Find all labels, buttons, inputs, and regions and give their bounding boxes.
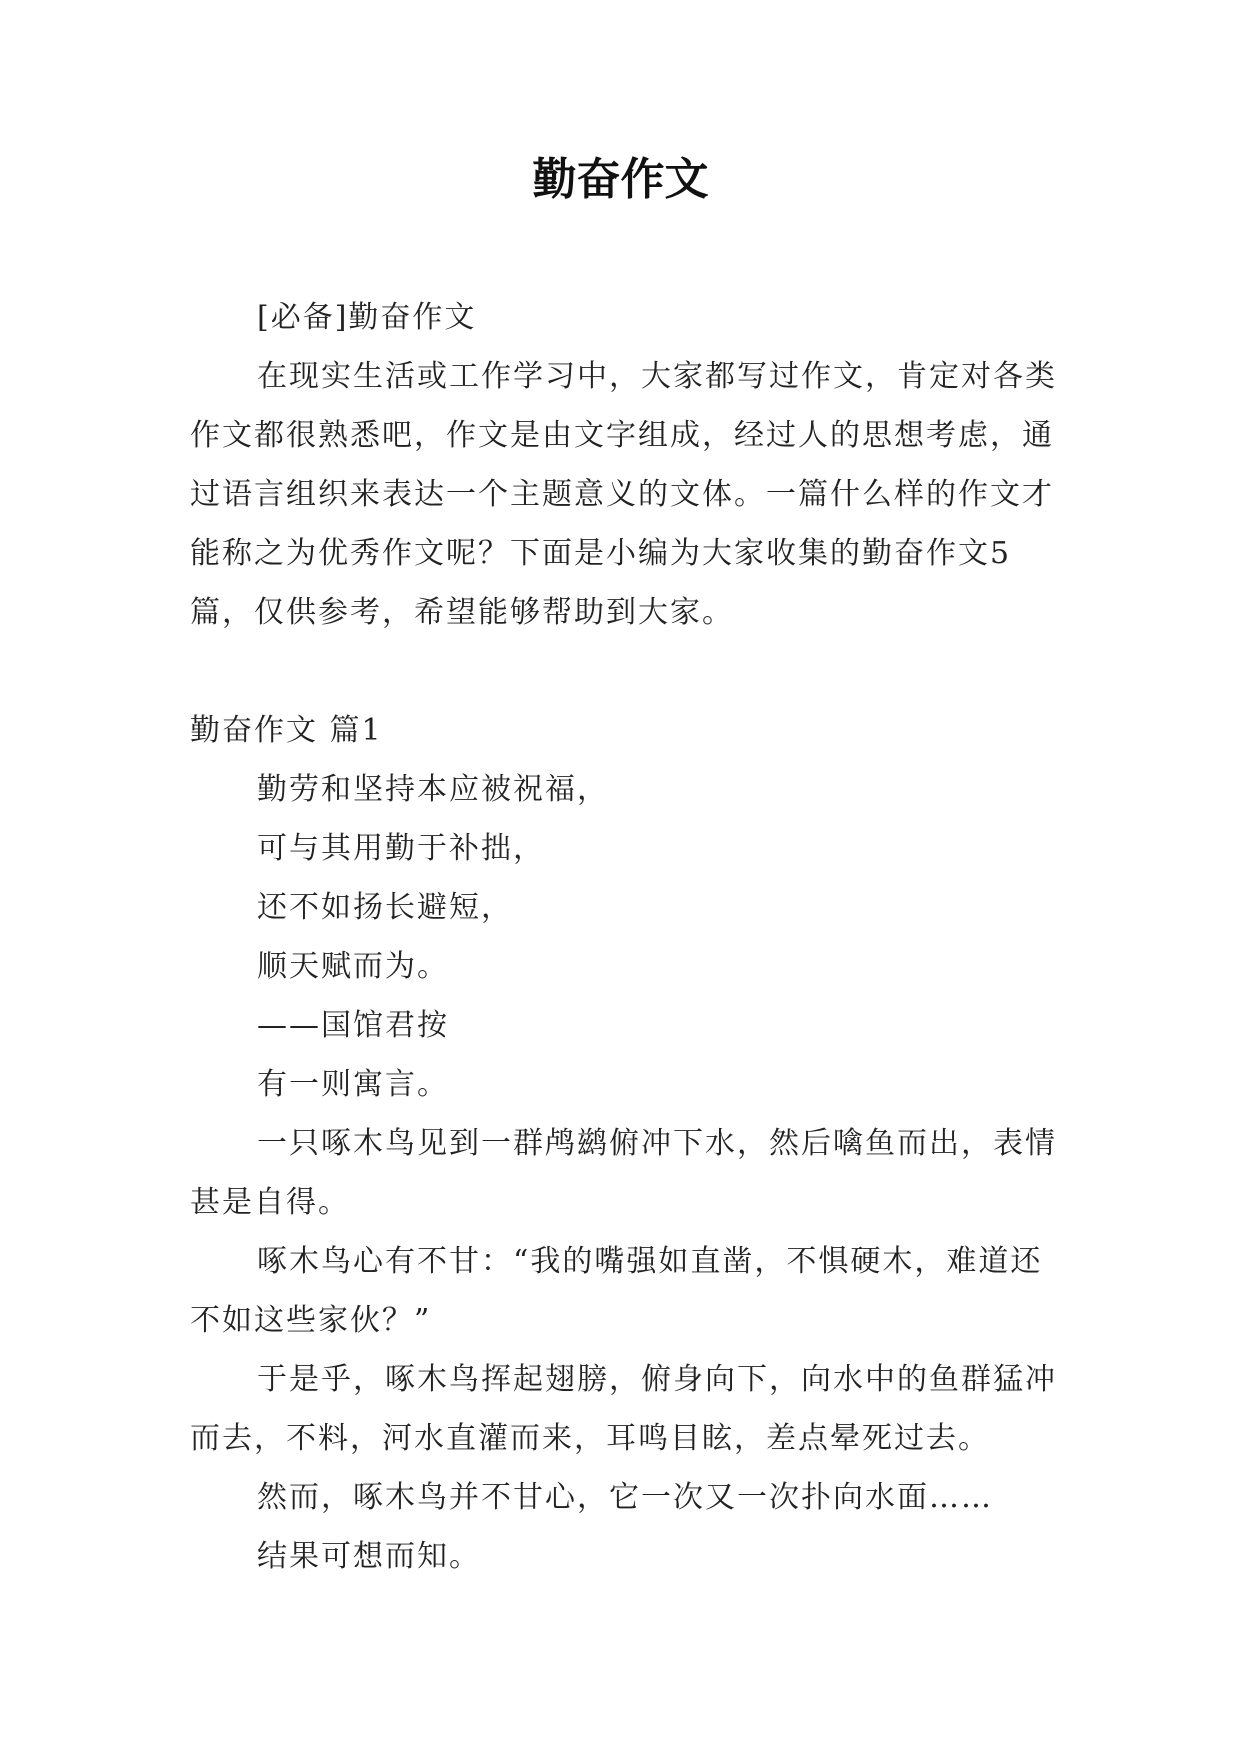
paragraph: 一只啄木鸟见到一群鸬鹚俯冲下水，然后噙鱼而出，表情甚是自得。 [190, 1126, 1057, 1220]
paragraph: 还不如扬长避短， [257, 890, 513, 925]
paragraph: 结果可想而知。 [257, 1539, 481, 1574]
document-body [190, 288, 1070, 1586]
section-heading: 勤奋作文 篇1 [190, 713, 383, 748]
paragraph: 于是乎，啄木鸟挥起翅膀，俯身向下，向水中的鱼群猛冲而去，不料，河水直灌而来，耳鸣目眩，差点晕死过去。 [190, 1362, 1057, 1456]
paragraph: ——国馆君按 [257, 1008, 449, 1043]
document-title: 勤奋作文 [532, 154, 709, 205]
paragraph: 有一则寓言。 [257, 1067, 449, 1102]
paragraph: 可与其用勤于补拙， [257, 831, 545, 866]
paragraph: 啄木鸟心有不甘：“我的嘴强如直凿，不惧硬木，难道还不如这些家伙？” [190, 1244, 1043, 1338]
intro-paragraph: 在现实生活或工作学习中，大家都写过作文，肯定对各类作文都很熟悉吧，作文是由文字组成，经过人的思想考虑，通过语言组织来表达一个主题意义的文体。一篇什么样的作文才能称之为优秀作文呢？下面是小编为大家收集的勤奋作文5篇，仅供参考，希望能够帮助到大家。 [190, 359, 1057, 630]
intro-heading: [必备]勤奋作文 [257, 300, 477, 335]
paragraph: 顺天赋而为。 [257, 949, 449, 984]
paragraph: 勤劳和坚持本应被祝福， [257, 772, 609, 807]
paragraph: 然而，啄木鸟并不甘心，它一次又一次扑向水面…… [257, 1480, 993, 1515]
section-spacer [190, 642, 1070, 701]
